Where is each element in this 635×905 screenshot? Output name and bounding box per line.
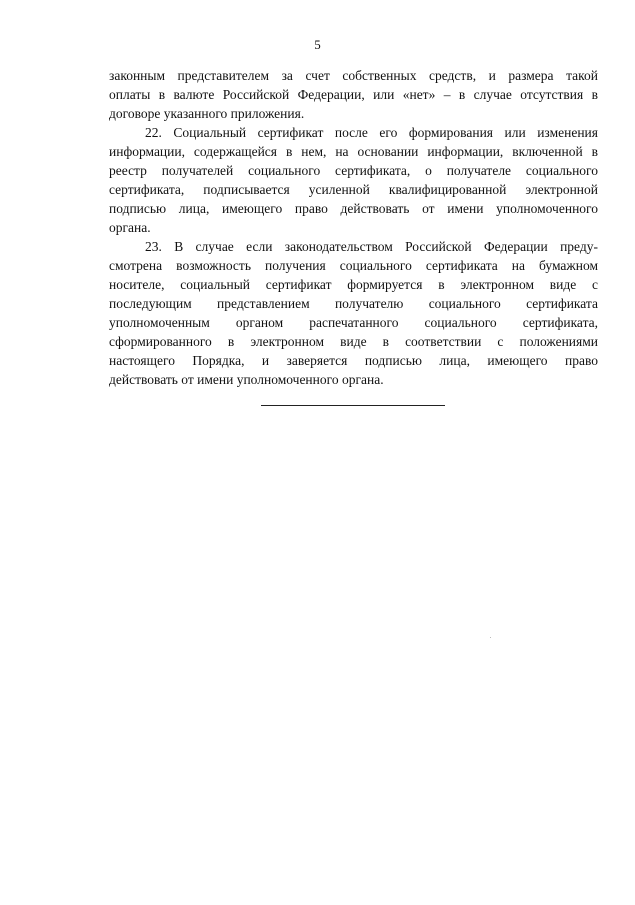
paragraph-23 (109, 237, 598, 389)
text-line: сертификата, подписывается усиленной квалифицированной электронной (109, 182, 598, 197)
text-line: сформированного в электронном виде в соответствии с положениями (109, 334, 598, 349)
text-line: носителе, социальный сертификат формируется в электронном виде с (109, 277, 598, 292)
end-of-document-separator (261, 405, 445, 406)
text-line: уполномоченным органом распечатанного социального сертификата, (109, 315, 598, 330)
document-body (109, 66, 598, 389)
text-line: договоре указанного приложения. (109, 106, 305, 121)
text-line: 23. В случае если законодательством Российской Федерации преду- (145, 239, 598, 254)
text-line: информации, содержащейся в нем, на основании информации, включенной в (109, 144, 598, 159)
text-line: настоящего Порядка, и заверяется подписью лица, имеющего право (109, 353, 598, 368)
paragraph-continuation (109, 66, 598, 123)
text-line: последующим представлением получателю социального сертификата (109, 296, 598, 311)
text-line: органа. (109, 220, 151, 235)
text-line: оплаты в валюте Российской Федерации, или «нет» – в случае отсутствия в (109, 87, 598, 102)
paragraph-22 (109, 123, 598, 237)
text-line: законным представителем за счет собственных средств, и размера такой (109, 68, 598, 83)
text-line: смотрена возможность получения социального сертификата на бумажном (109, 258, 598, 273)
text-line: действовать от имени уполномоченного органа. (109, 372, 384, 387)
text-line: 22. Социальный сертификат после его формирования или изменения (145, 125, 598, 140)
page-number: 5 (314, 37, 321, 52)
text-line: реестр получателей социального сертификата, о получателе социального (109, 163, 598, 178)
scan-speck (490, 637, 491, 638)
text-line: подписью лица, имеющего право действовать от имени уполномоченного (109, 201, 598, 216)
